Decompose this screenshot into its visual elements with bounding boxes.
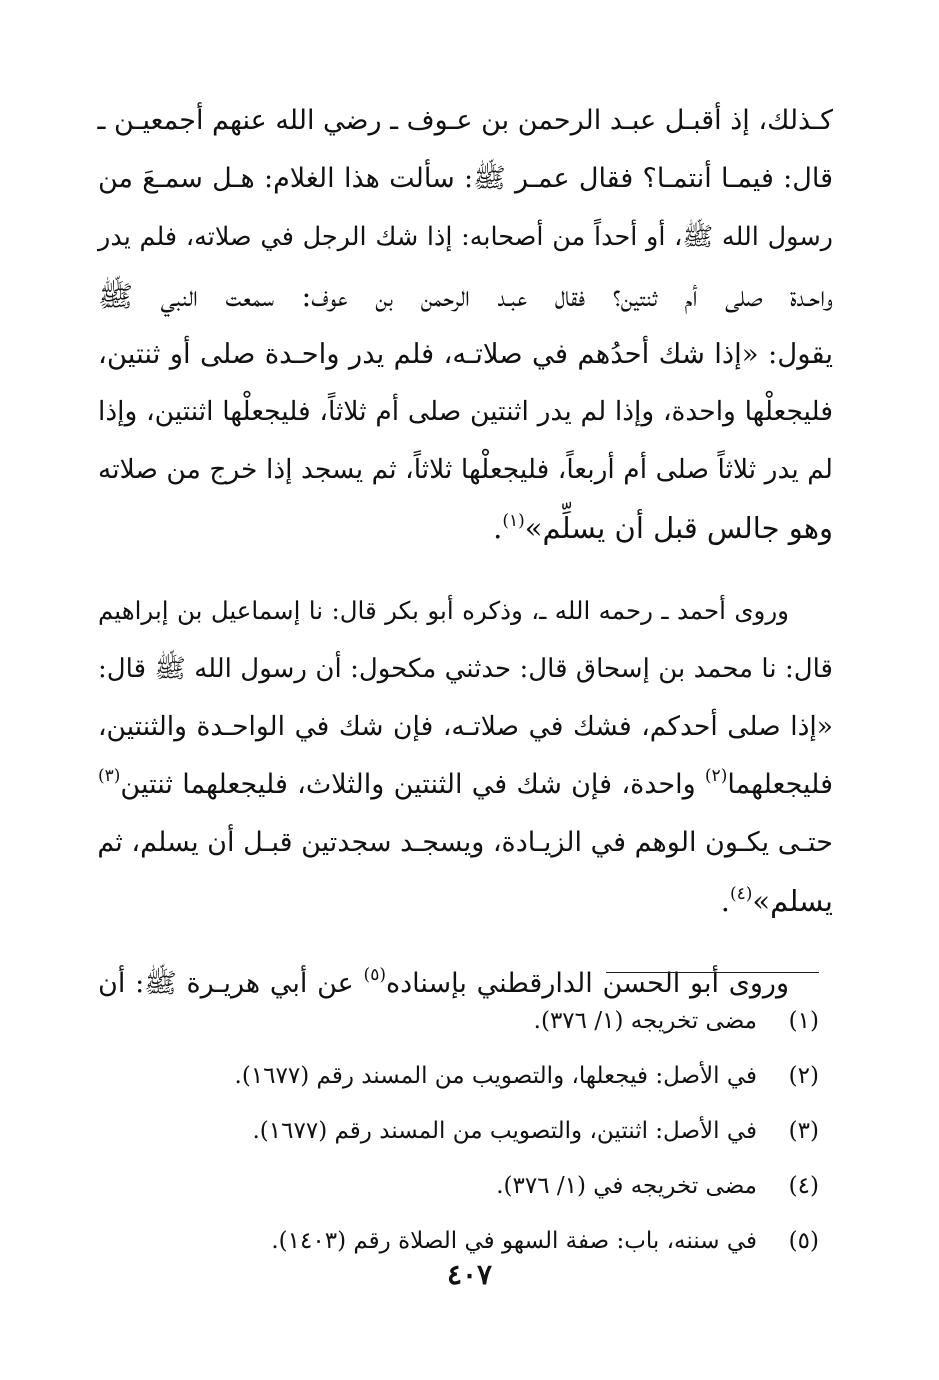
text-line-14-body: يسلم» — [752, 884, 833, 919]
main-text — [98, 92, 833, 1013]
footnote-4 — [120, 1159, 819, 1214]
text-line-15-b: عن أبي هريـرة ﷺ: أن — [98, 967, 364, 999]
text-line-12 — [98, 756, 833, 814]
text-line-8 — [98, 499, 833, 557]
text-line-8-body: وهو جالس قبل أن يسلِّم» — [524, 511, 833, 546]
footnote-separator — [606, 972, 819, 973]
footnote-text: في الأصل: اثنتين، والتصويب من المسند رقم (١٦٧٧). — [252, 1118, 757, 1144]
paragraph-gap — [98, 558, 833, 582]
text-line-12-b: واحدة، فإن شك في الثنتين والثلاث، فليجعلهما ثنتين — [120, 769, 705, 801]
text-line-13: حتـى يكـون الوهم في الزيـادة، ويسجـد سجدتين قبـل أن يسلم، ثم — [97, 827, 833, 859]
footnote-number: (٣) — [788, 1118, 819, 1144]
footnote-text: في سننه، باب: صفة السهو في الصلاة رقم (١٤٠٣). — [271, 1228, 757, 1254]
footnote-1 — [120, 994, 819, 1049]
text-line-6: فليجعلْها واحدة، وإذا لم يدر اثنتين صلى أم ثلاثاً، فليجعلْها اثنتين، وإذا — [98, 395, 833, 427]
footnote-ref-2: (٢) — [704, 766, 728, 787]
text-line-15-a: وروى أبو الحسن الدارقطني بإسناده — [385, 967, 789, 999]
text-line-5: يقول: «إذا شك أحدُهم في صلاتـه، فلم يدر واحـدة صلى أو ثنتين، — [98, 337, 833, 370]
footnote-ref-3: (٣) — [98, 766, 121, 787]
text-line-9: وروى أحمد ـ رحمه الله ـ، وذكره أبو بكر قال: نا إسماعيل بن إبراهيم — [98, 595, 789, 625]
text-line-10: قال: نا محمد بن إسحاق قال: حدثني مكحول: أن رسول الله ﷺ قال: — [98, 653, 833, 684]
text-line-7: لم يدر ثلاثاً صلى أم أربعاً، فليجعلْها ثلاثاً، ثم يسجد إذا خرج من صلاته — [98, 454, 833, 486]
text-line-4: واحـدة صلى أم ثنتين؟ فقال عبـد الرحمن بن عوف: سمعت النبي ﷺ — [98, 278, 833, 313]
page-number: ٤٠٧ — [446, 1258, 493, 1291]
footnote-number: (١) — [788, 1008, 819, 1034]
text-line-2: قال: فيمـا أنتمـا؟ فقال عمـر ﷺ: سألت هذا الغلام: هـل سمـعَ من — [98, 163, 833, 195]
footnote-ref-5: (٥) — [363, 964, 386, 985]
text-line-3: رسول الله ﷺ، أو أحداً من أصحابه: إذا شك الرجل في صلاته، فلم يدر — [98, 222, 833, 253]
footnote-text: مضى تخريجه في (١/ ٣٧٦). — [496, 1173, 757, 1199]
footnote-number: (٢) — [788, 1063, 819, 1089]
footnote-number: (٥) — [788, 1228, 819, 1254]
footnotes — [120, 994, 819, 1269]
text-line-14 — [98, 872, 833, 930]
footnote-number: (٤) — [788, 1173, 819, 1199]
text-line-11: «إذا صلى أحدكم، فشك في صلاتـه، فإن شك في الواحـدة والثنتين، — [98, 710, 833, 742]
footnote-ref-4: (٤) — [729, 884, 753, 905]
text-line-1: كـذلك، إذ أقبـل عبـد الرحمن بن عـوف ـ رضي الله عنهم أجمعيـن ـ — [97, 105, 833, 136]
footnote-text: في الأصل: فيجعلها، والتصويب من المسند رقم (١٦٧٧). — [234, 1063, 757, 1089]
text-line-12-a: فليجعلهما — [727, 769, 833, 801]
text-line-8-tail: . — [493, 511, 503, 546]
footnote-text: مضى تخريجه (١/ ٣٧٦). — [533, 1008, 757, 1034]
text-line-14-tail: . — [720, 884, 730, 919]
footnote-2 — [120, 1049, 819, 1104]
footnote-3 — [120, 1104, 819, 1159]
footnote-ref-1: (١) — [502, 511, 525, 532]
paragraph-gap — [98, 931, 833, 955]
